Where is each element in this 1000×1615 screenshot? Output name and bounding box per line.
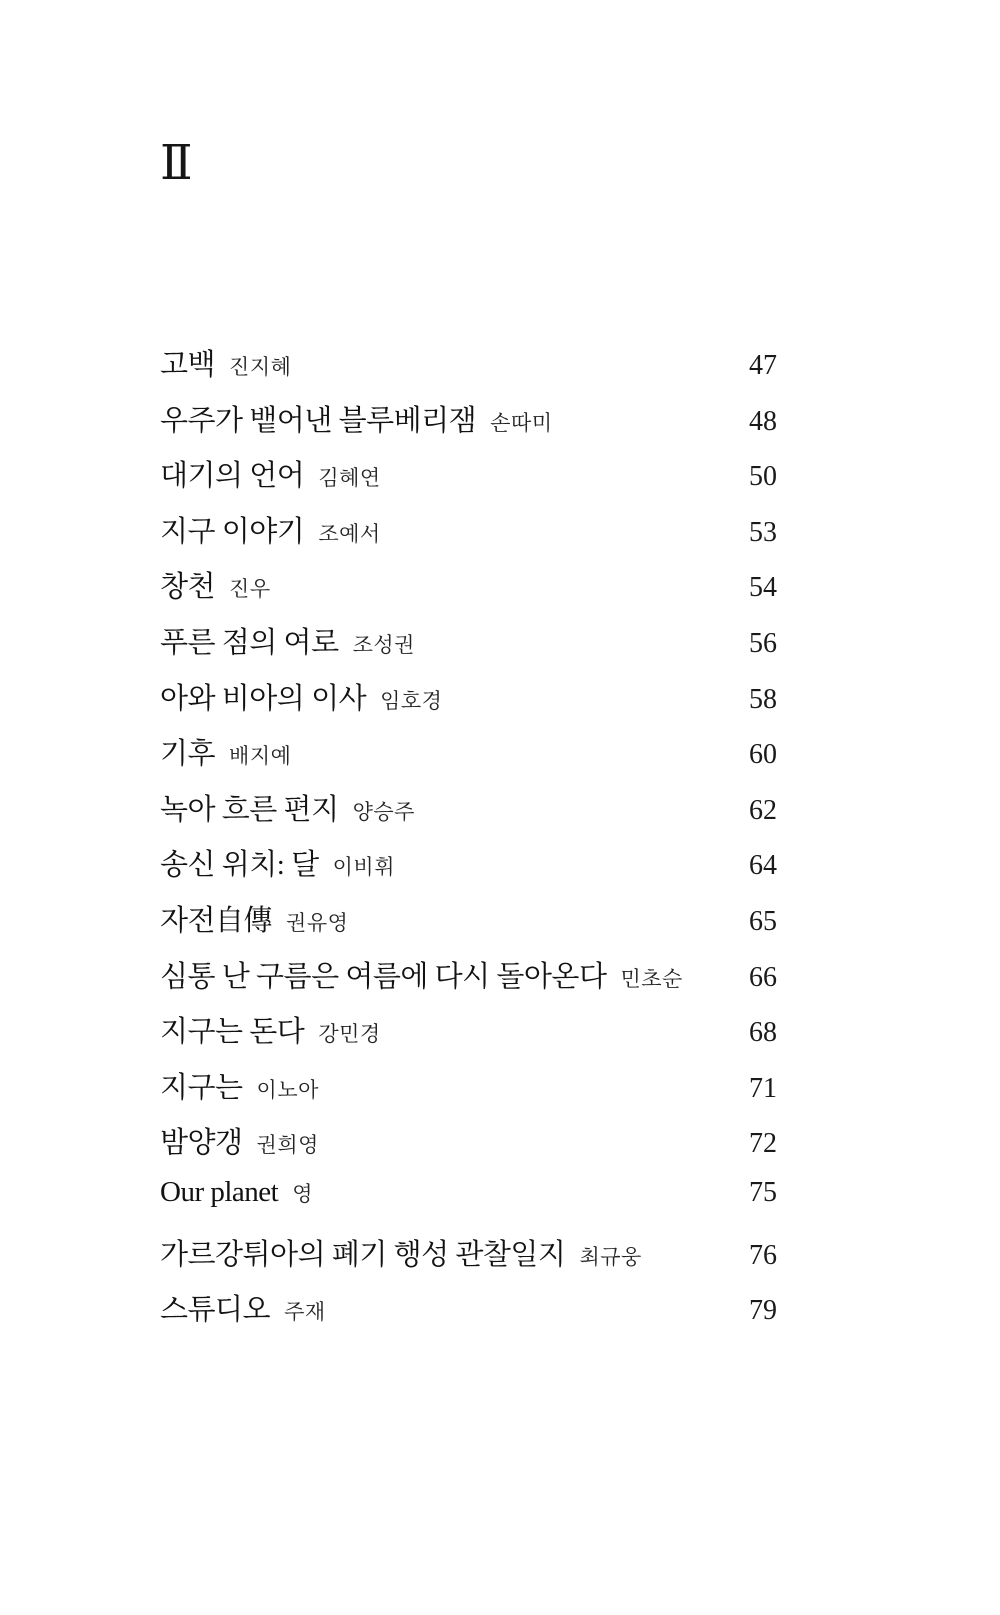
entry-author: 이노아 <box>256 1077 319 1102</box>
entry-author: 조예서 <box>318 521 381 546</box>
toc-entry <box>160 509 777 565</box>
entry-page-number: 64 <box>749 850 777 882</box>
entry-title: 고백 <box>160 349 216 381</box>
entry-author: 진우 <box>229 577 271 602</box>
entry-title: 대기의 언어 <box>160 460 305 493</box>
entry-page-number: 79 <box>749 1295 777 1327</box>
entry-page-number: 76 <box>749 1239 777 1271</box>
toc-entry <box>160 787 777 843</box>
entry-author: 주재 <box>284 1300 326 1325</box>
entry-page-number: 66 <box>749 961 777 993</box>
entry-title: 밤양갱 <box>160 1127 243 1160</box>
entry-page-number: 58 <box>749 683 777 715</box>
toc-list <box>160 342 777 1343</box>
entry-title: 아와 비아의 이사 <box>160 682 367 715</box>
toc-entry <box>160 564 777 620</box>
entry-page-number: 54 <box>749 572 777 604</box>
entry-author: 영 <box>292 1181 314 1206</box>
entry-author: 양승주 <box>352 799 415 824</box>
toc-entry <box>160 398 777 454</box>
entry-title: 심통 난 구름은 여름에 다시 돌아온다 <box>160 960 607 993</box>
toc-entry <box>160 898 777 954</box>
entry-page-number: 68 <box>749 1017 777 1049</box>
entry-author: 권유영 <box>286 910 349 935</box>
toc-entry <box>160 1120 777 1176</box>
entry-page-number: 65 <box>749 905 777 937</box>
entry-page-number: 48 <box>749 405 777 437</box>
entry-title: 가르강튀아의 폐기 행성 관찰일지 <box>160 1238 566 1271</box>
entry-title: 녹아 흐른 편지 <box>160 793 339 826</box>
toc-entry <box>160 954 777 1010</box>
entry-page-number: 71 <box>749 1072 777 1104</box>
entry-author: 손따미 <box>490 410 553 435</box>
entry-author: 강민경 <box>318 1022 381 1047</box>
entry-title: 지구는 돈다 <box>160 1016 305 1049</box>
entry-title: 스튜디오 <box>160 1294 271 1327</box>
entry-author: 배지예 <box>229 744 292 769</box>
entry-title: 지구는 <box>160 1071 243 1104</box>
entry-title: 푸른 점의 여로 <box>160 626 339 659</box>
section-numeral: Ⅱ <box>160 137 194 190</box>
entry-page-number: 62 <box>749 794 777 826</box>
entry-page-number: 60 <box>749 739 777 771</box>
entry-title: 자전自傳 <box>160 904 273 937</box>
entry-author: 조성권 <box>352 632 415 657</box>
toc-entry <box>160 731 777 787</box>
entry-title: 창천 <box>160 571 216 604</box>
toc-entry <box>160 1232 777 1288</box>
toc-entry <box>160 1065 777 1121</box>
toc-entry <box>160 453 777 509</box>
toc-entry <box>160 1176 777 1232</box>
entry-author: 민초순 <box>620 966 683 991</box>
entry-page-number: 75 <box>749 1176 777 1208</box>
toc-entry <box>160 1009 777 1065</box>
entry-page-number: 47 <box>749 350 777 381</box>
entry-page-number: 56 <box>749 627 777 659</box>
entry-author: 진지혜 <box>229 355 292 379</box>
toc-entry <box>160 1287 777 1343</box>
entry-author: 이비휘 <box>332 855 395 880</box>
toc-entry <box>160 620 777 676</box>
entry-page-number: 53 <box>749 516 777 548</box>
entry-author: 최규웅 <box>579 1244 642 1269</box>
entry-author: 임호경 <box>380 688 443 713</box>
entry-title: 우주가 뱉어낸 블루베리잼 <box>160 404 477 437</box>
toc-entry <box>160 676 777 732</box>
entry-author: 김혜연 <box>318 466 381 491</box>
entry-author: 권희영 <box>256 1133 319 1158</box>
toc-entry <box>160 842 777 898</box>
entry-title: Our planet <box>160 1175 279 1208</box>
toc-entry <box>160 342 777 398</box>
entry-title: 지구 이야기 <box>160 515 305 548</box>
entry-page-number: 72 <box>749 1128 777 1160</box>
entry-title: 송신 위치: 달 <box>160 849 319 882</box>
entry-title: 기후 <box>160 738 216 771</box>
entry-page-number: 50 <box>749 461 777 493</box>
